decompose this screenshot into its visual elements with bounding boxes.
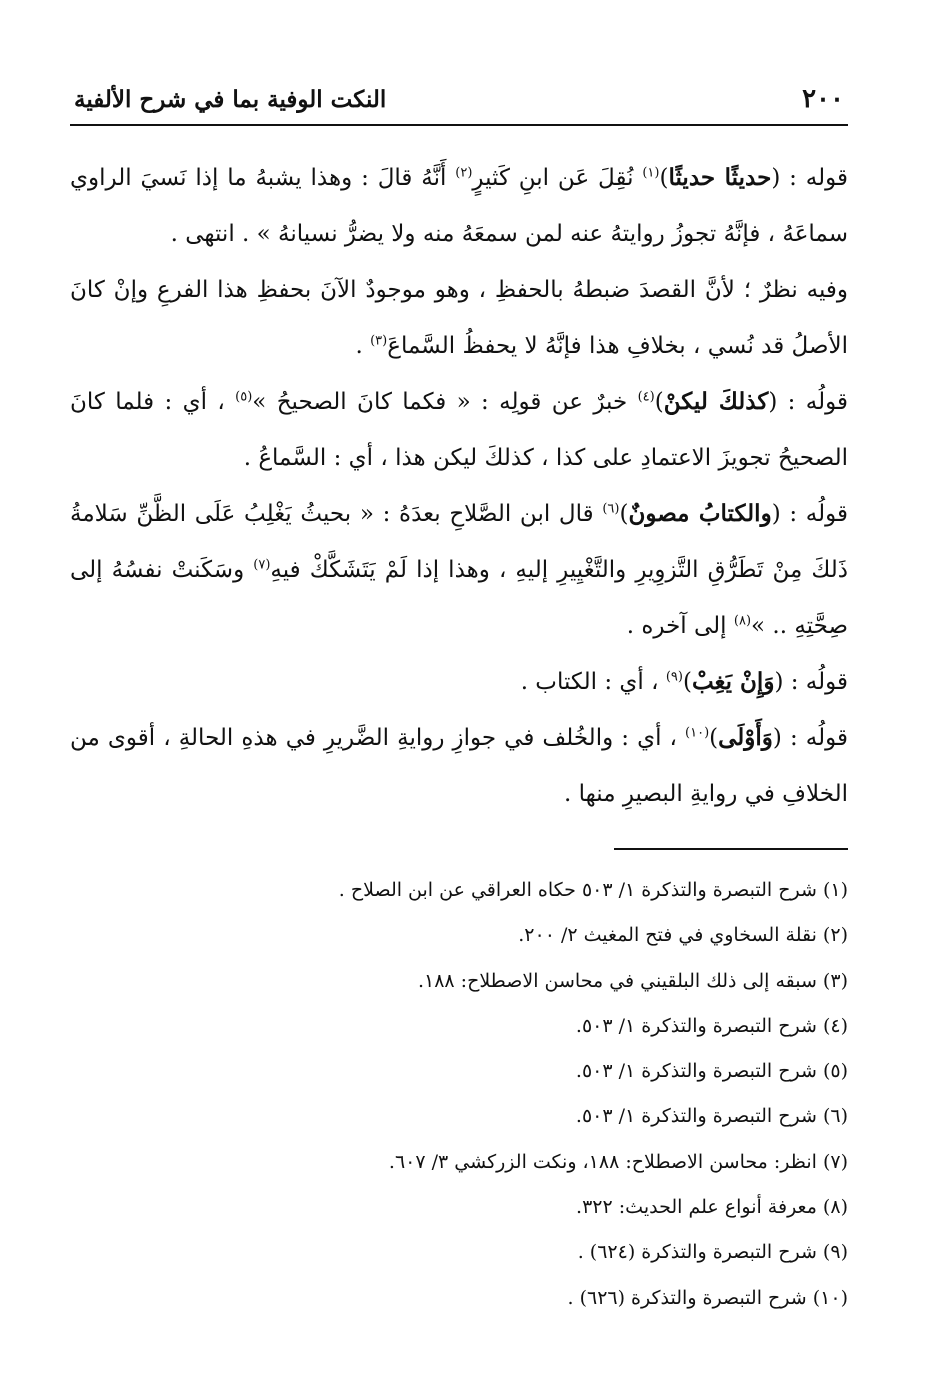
close-paren: ) <box>659 165 669 191</box>
footnotes-list <box>70 868 848 1321</box>
commentary-text: نُقِلَ عَن ابنِ كَثيرٍ <box>472 165 643 191</box>
paragraph-awla <box>70 710 848 822</box>
lead-text: قولُه : ( <box>768 389 848 415</box>
commentary-text: قال ابن الصَّلاحِ بعدَهُ : « بحيثُ يَغْلِبُ عَلَى الظَّنِّ سَلامةُ ذَلكَ مِنْ تَطَرُّقِ التَّزوِيرِ والتَّغْيِيرِ إليهِ ، وهذا إذا لَمْ يَتَشَكَّكْ فيهِ <box>70 501 848 583</box>
footnote-ref[interactable]: (٢) <box>455 165 473 181</box>
quoted-term: كذلكَ ليكنْ <box>663 388 769 415</box>
quoted-term: حديثًا حديثًا <box>668 164 772 191</box>
footnote-item: (٩) شرح التبصرة والتذكرة (٦٢٤) . <box>577 1241 848 1264</box>
paragraph-kadhalika <box>70 374 848 486</box>
footnote-ref[interactable]: (٣) <box>370 333 388 349</box>
footnote-item: (٢) نقلة السخاوي في فتح المغيث ٢/ ٢٠٠. <box>518 924 848 947</box>
commentary-text: ، أي : الكتاب . <box>520 669 666 695</box>
close-paren: ) <box>654 389 664 415</box>
footnote-item: (٦) شرح التبصرة والتذكرة ١/ ٥٠٣. <box>575 1105 848 1128</box>
main-text <box>70 150 848 822</box>
footnote-divider <box>614 848 848 850</box>
quoted-term: والكتابُ مصونٌ <box>628 500 772 527</box>
footnote-ref[interactable]: (١) <box>642 165 660 181</box>
footnote-ref[interactable]: (٨) <box>733 613 752 629</box>
footnote-ref[interactable]: (٥) <box>235 389 253 405</box>
close-paren: ) <box>709 725 719 751</box>
quoted-term: وَأَوْلَى <box>718 724 773 751</box>
footnote-ref[interactable]: (٩) <box>665 669 683 685</box>
lead-text: قولُه : ( <box>774 669 848 695</box>
paragraph-hadithan <box>70 150 848 262</box>
page-number: ٢٠٠ <box>802 84 844 114</box>
commentary-text: . <box>355 333 371 359</box>
commentary-text: ، أي : والخُلف في جوازِ روايةِ الضَّريرِ في هذهِ الحالةِ ، أقوى من الخلافِ في روايةِ البصيرِ منها . <box>70 725 848 807</box>
commentary-text: وسَكَنتْ نفسُهُ إلى صِحَّتِهِ .. » <box>70 557 848 639</box>
footnote-item: (١٠) شرح التبصرة والتذكرة (٦٢٦) . <box>567 1286 848 1309</box>
paragraph-yaghib <box>70 654 848 710</box>
commentary-text: وفيه نظرٌ ؛ لأنَّ القصدَ ضبطهُ بالحفظِ ، وهو موجودٌ الآنَ بحفظِ هذا الفرعِ وإنْ كانَ الأصلُ قد نُسي ، بخلافِ هذا فإنَّهُ لا يحفظُ السَّماعَ <box>70 277 848 359</box>
footnote-item: (١) شرح التبصرة والتذكرة ١/ ٥٠٣ حكاه العراقي عن ابن الصلاح . <box>338 879 848 901</box>
paragraph-kitab <box>70 486 848 654</box>
running-header <box>70 82 848 126</box>
running-title: النكت الوفية بما في شرح الألفية <box>74 86 387 113</box>
footnote-item: (٤) شرح التبصرة والتذكرة ١/ ٥٠٣. <box>575 1014 848 1037</box>
footnote-item: (٥) شرح التبصرة والتذكرة ١/ ٥٠٣. <box>575 1060 848 1083</box>
close-paren: ) <box>682 669 692 695</box>
paragraph-nazar <box>70 262 848 374</box>
footnote-item: (٨) معرفة أنواع علم الحديث: ٣٢٢. <box>576 1196 848 1219</box>
lead-text: قوله : ( <box>771 165 848 191</box>
lead-text: قولُه : ( <box>772 725 848 751</box>
commentary-text: ، أي : فلما كانَ الصحيحُ تجويزَ الاعتمادِ على كذا ، كذلكَ ليكن هذا ، أي : السَّماعُ . <box>70 389 848 471</box>
close-paren: ) <box>619 501 629 527</box>
footnote-ref[interactable]: (١٠) <box>685 725 710 741</box>
footnote-ref[interactable]: (٤) <box>637 389 655 405</box>
commentary-text: إلى آخره . <box>626 613 734 639</box>
footnote-item: (٧) انظر: محاسن الاصطلاح: ١٨٨، ونكت الزركشي ٣/ ٦٠٧. <box>388 1150 848 1173</box>
commentary-text: أَنَّهُ قالَ : وهذا يشبهُ ما إذا نَسيَ الراوي سماعَهُ ، فإنَّهُ تجوزُ روايتهُ عنه لمن سمعَهُ منه ولا يضرُّ نسيانهُ » . انتهى . <box>70 165 848 247</box>
footnote-ref[interactable]: (٧) <box>253 557 271 573</box>
lead-text: قولُه : ( <box>771 501 848 527</box>
footnote-ref[interactable]: (٦) <box>602 501 620 517</box>
footnote-item: (٣) سبقه إلى ذلك البلقيني في محاسن الاصطلاح: ١٨٨. <box>417 969 848 992</box>
commentary-text: خبرٌ عن قولِه : « فكما كانَ الصحيحُ » <box>252 389 638 415</box>
quoted-term: وَإِنْ يَغِبْ <box>691 668 775 695</box>
